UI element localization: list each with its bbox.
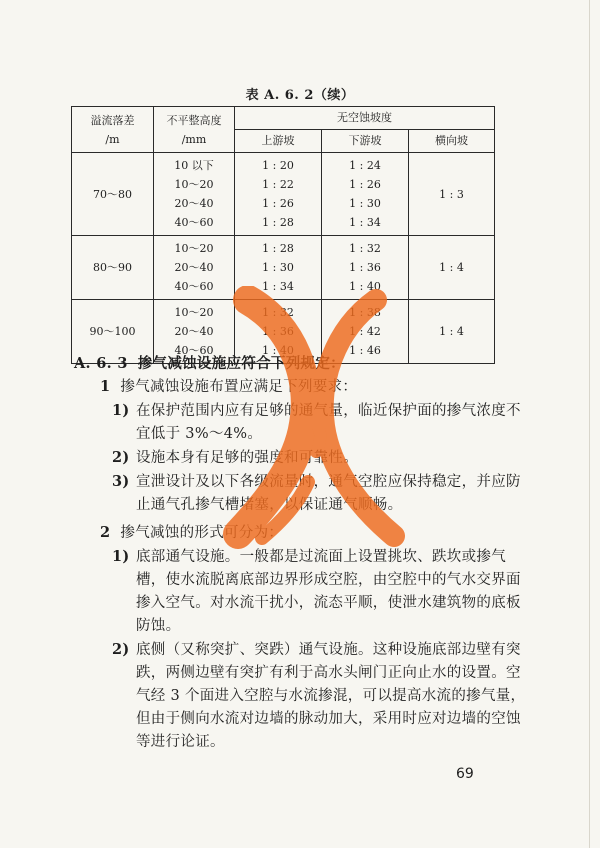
subitem-number: 1): [112, 548, 130, 565]
header-roughness-text: 不平整高度 /mm: [166, 113, 222, 146]
upstream-value: 1 : 28: [262, 216, 294, 229]
list-item: [74, 375, 534, 399]
subitem-number: 2): [112, 641, 130, 658]
downstream-value: 1 : 34: [349, 216, 381, 229]
clause-heading: [74, 352, 534, 375]
header-roughness: [154, 107, 235, 153]
downstream-cell: [322, 236, 409, 300]
subitem-number: 2): [112, 449, 130, 466]
list-item: [74, 521, 534, 545]
clause-number: A. 6. 3: [74, 355, 128, 372]
upstream-value: 1 : 28: [262, 242, 294, 255]
upstream-value: 1 : 40: [262, 344, 294, 357]
roughness-value: 20～40: [174, 261, 214, 274]
drop-cell: 80～90: [72, 236, 154, 300]
list-subitem: [74, 470, 534, 517]
roughness-value: 10～20: [174, 306, 214, 319]
clause-body: [74, 352, 534, 754]
page-number: 69: [456, 766, 474, 782]
subitem-number: 3): [112, 473, 130, 490]
subitem-text: 宣泄设计及以下各级流量时，通气空腔应保持稳定，并应防止通气孔掺气槽堵塞，以保证通气顺畅。: [136, 474, 521, 513]
header-drop: [72, 107, 154, 153]
downstream-value: 1 : 32: [349, 242, 381, 255]
list-subitem: [74, 399, 534, 446]
upstream-value: 1 : 22: [262, 178, 294, 191]
header-upstream: 上游坡: [235, 130, 322, 153]
item-number: 1: [100, 378, 111, 395]
upstream-cell: [235, 153, 322, 236]
roughness-value: 10～20: [174, 242, 214, 255]
roughness-value: 40～60: [174, 280, 214, 293]
item-text: 掺气减蚀的形式可分为：: [120, 525, 284, 541]
subitem-text: 在保护范围内应有足够的通气量，临近保护面的掺气浓度不宜低于 3%～4%。: [136, 403, 521, 442]
downstream-value: 1 : 38: [349, 306, 381, 319]
upstream-value: 1 : 36: [262, 325, 294, 338]
page-edge-line: [589, 0, 590, 848]
roughness-cell: [154, 153, 235, 236]
roughness-value: 20～40: [174, 325, 214, 338]
upstream-value: 1 : 30: [262, 261, 294, 274]
item-text: 掺气减蚀设施布置应满足下列要求：: [120, 379, 358, 395]
downstream-value: 1 : 40: [349, 280, 381, 293]
table-row: [72, 236, 495, 300]
item-number: 2: [100, 524, 111, 541]
header-downstream: 下游坡: [322, 130, 409, 153]
downstream-value: 1 : 42: [349, 325, 381, 338]
downstream-value: 1 : 46: [349, 344, 381, 357]
roughness-cell: [154, 236, 235, 300]
roughness-value: 10～20: [174, 178, 214, 191]
list-subitem: [74, 545, 534, 638]
downstream-value: 1 : 36: [349, 261, 381, 274]
upstream-value: 1 : 32: [262, 306, 294, 319]
roughness-value: 20～40: [174, 197, 214, 210]
subitem-number: 1): [112, 402, 130, 419]
header-lateral: 横向坡: [409, 130, 495, 153]
list-subitem: [74, 638, 534, 754]
roughness-value: 40～60: [174, 216, 214, 229]
table-row: [72, 153, 495, 236]
drop-cell: 90～100: [72, 300, 154, 364]
upstream-value: 1 : 20: [262, 159, 294, 172]
roughness-value: 40～60: [174, 344, 214, 357]
header-drop-text: 溢流落差 /m: [90, 113, 135, 146]
downstream-value: 1 : 30: [349, 197, 381, 210]
clause-text: 掺气减蚀设施应符合下列规定：: [137, 355, 345, 372]
lateral-cell: 1 : 4: [409, 236, 495, 300]
table-caption: 表 A. 6. 2（续）: [245, 88, 355, 103]
downstream-value: 1 : 26: [349, 178, 381, 191]
lateral-cell: 1 : 3: [409, 153, 495, 236]
cavitation-slope-table: [71, 106, 495, 364]
header-slope-group: 无空蚀坡度: [235, 107, 495, 130]
upstream-cell: [235, 236, 322, 300]
lateral-cell: 1 : 4: [409, 300, 495, 364]
drop-cell: 70～80: [72, 153, 154, 236]
upstream-value: 1 : 34: [262, 280, 294, 293]
downstream-value: 1 : 24: [349, 159, 381, 172]
subitem-text: 底部通气设施。一般都是过流面上设置挑坎、跌坎或掺气槽，使水流脱离底部边界形成空腔，由空腔中的气水交界面掺入空气。对水流干扰小，流态平顺，使泄水建筑物的底板防蚀。: [136, 549, 521, 634]
upstream-value: 1 : 26: [262, 197, 294, 210]
roughness-value: 10 以下: [174, 159, 214, 172]
downstream-cell: [322, 153, 409, 236]
subitem-text: 设施本身有足够的强度和可靠性。: [136, 450, 358, 466]
list-subitem: [74, 446, 534, 470]
subitem-text: 底侧（又称突扩、突跌）通气设施。这种设施底部边壁有突跌，两侧边壁有突扩有利于高水头闸门正向止水的设置。空气经 3 个面进入空腔与水流掺混，可以提高水流的掺气量，但由于侧向水流对边墙的脉动加大，采用时应对边墙的空蚀等进行论证。: [136, 642, 526, 750]
